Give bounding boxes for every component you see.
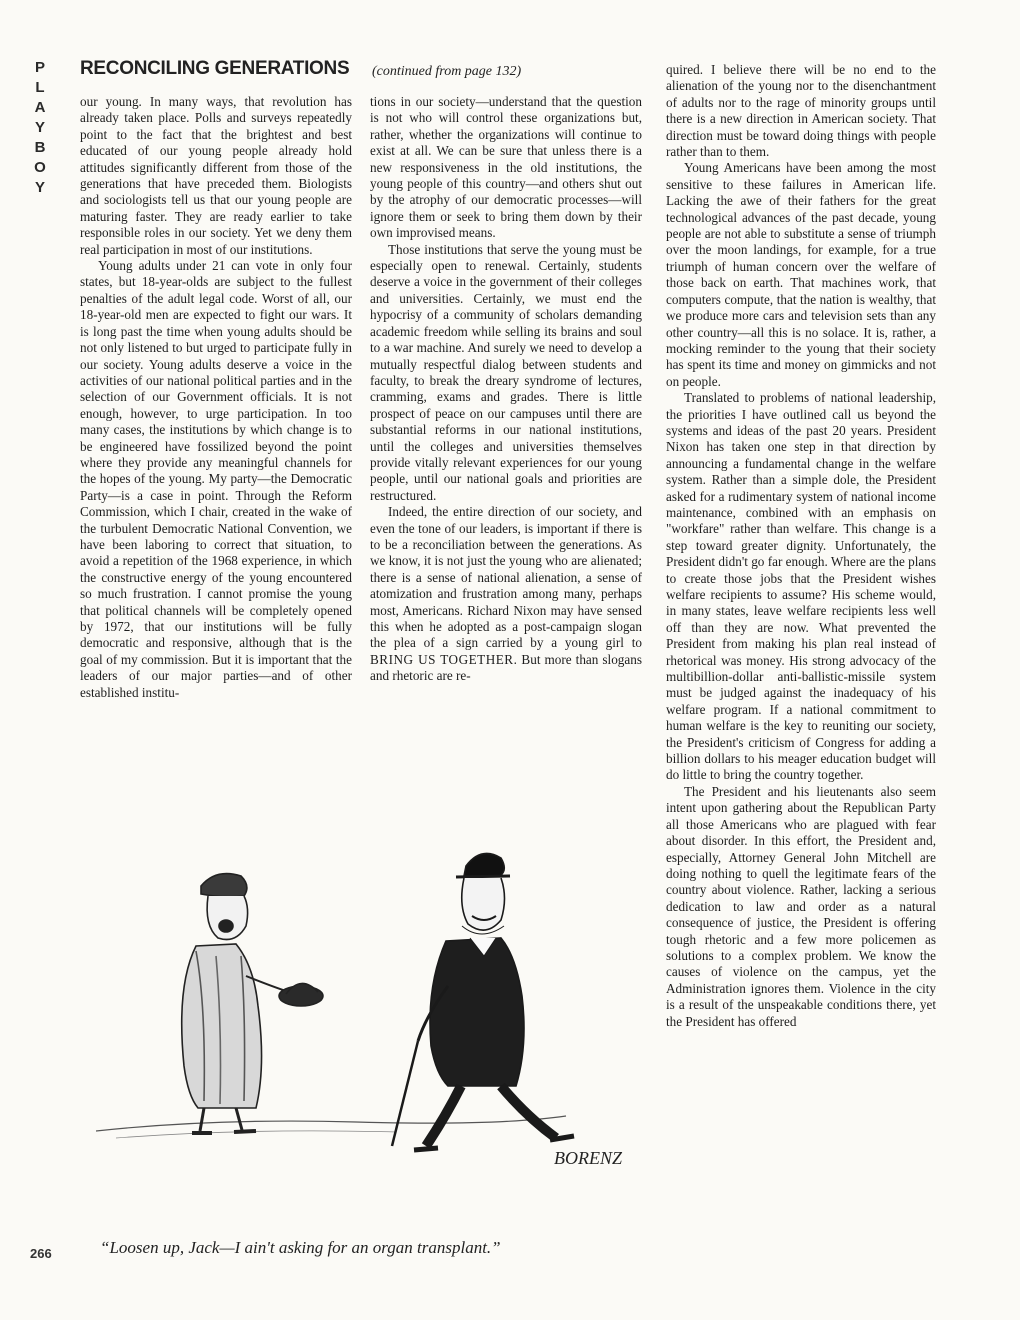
slogan-smallcaps: BRING US TOGETHER. (370, 651, 518, 667)
paragraph: The President and his lieutenants also seem intent upon gathering about the Republican Party all those Americans who are plagued with fear about disorder. In this effort, the President and, especially, Attorney General John Mitchell are doing nothing to quell the legitimate fears of the country about violence. Rather, lacking a serious dedication to law and order as a natural consequence of justice, the President is offering tough rhetoric and a few more policemen as solutions to a complex problem. We know the causes of violence on the campus, yet the Administration ignores them. Violence in the city is a result of the unspeakable conditions there, yet the President has offered (666, 783, 936, 1029)
paragraph: Those institutions that serve the young must be especially open to renewal. Certainly, students deserve a voice in the government of their colleges and universities. Certainly, we must end the hypocrisy of a community of scholars demanding academic freedom while selling its brains and soul to a war machine. And surely we need to develop a mutually respectful dialog between students and faculty, to break the dreary syndrome of lectures, cramming, exams and grades. There is little prospect of peace on our campuses until there are substantial reforms in our national institutions, until the colleges and universities themselves provide vitally relevant experiences for our young people, until our national goals and priorities are restructured. (370, 241, 642, 503)
paragraph: tions in our society—understand that the question is not who will control these organizations but, rather, whether the organizations will continue to exist at all. We can be sure that unless there is a new responsiveness in the old institutions, the young people of this country—and others shut out by the atrophy of our democratic processes—will ignore them or seek to bring them down by their own improvised means. (370, 94, 642, 241)
artist-signature: BORENZ (554, 1148, 623, 1168)
beggar-figure (182, 874, 323, 1133)
paragraph (370, 504, 642, 684)
masthead-letter: A (34, 99, 46, 116)
masthead-letter: Y (34, 179, 45, 196)
paragraph-tail: But more than slogans and rhetoric are re- (370, 651, 642, 684)
continued-note: (continued from page 132) (372, 64, 522, 79)
cartoon-caption: “Loosen up, Jack—I ain't asking for an organ transplant.” (100, 1238, 501, 1257)
gentleman-figure (392, 854, 574, 1151)
column-2 (370, 94, 642, 834)
column-3 (666, 62, 936, 1272)
paragraph: Young Americans have been among the most sensitive to these failures in American life. Lacking the awe of their fathers for the great technological advances of the past decade, young people are not able to substitute a sense of triumph over the moon landings, for example, for a true triumph of human concern over the welfare of those back on earth. That machines work, that computers compute, that the nation is wealthy, that we produce more cars and television sets than any other country—all this is no solace. It is, rather, a mocking reminder to the young that their society has spent its time and money on gimmicks and not on people. (666, 160, 936, 389)
column-1 (80, 94, 352, 834)
masthead-vertical (30, 58, 50, 198)
masthead-letter: P (34, 59, 45, 76)
paragraph: quired. I believe there will be no end to the alienation of the young nor to the disenchantment of adults nor to the rage of minority groups until there is a new direction in American society. That direction must be toward doing things with people rather than to them. (666, 62, 936, 160)
masthead-letter: O (34, 159, 46, 176)
paragraph-text: Indeed, the entire direction of our society, and even the tone of our leaders, is important if there is to be a reconciliation between the generations. As we know, it is not just the young who are alienated; there is a sense of national alienation, a sense of atomization and frustration among many, perhaps most, Americans. Richard Nixon may have sensed this when he adopted as a post-campaign slogan the plea of a sign carried by a young girl to (370, 504, 642, 651)
page-number: 266 (30, 1246, 52, 1261)
paragraph: Translated to problems of national leadership, the priorities I have outlined call us beyond the systems and ideas of the past 20 years. President Nixon has taken one step in that direction by announcing a fundamental change in the welfare system. Rather than a simple dole, the President asked for a rudimentary system of national income maintenance, combined with an emphasis on "workfare" rather than welfare. This change is a step toward greater dignity. Unfortunately, the President didn't go far enough. Where are the plans to create those jobs that the President wishes welfare recipients to assume? His scheme would, in many states, leave welfare recipients less well off than they are now. What prevented the President from making his plan real instead of rhetorical was money. His strong advocacy of the multibillion-dollar anti-ballistic-missile system must be judged against the inadequacy of his welfare program. If a national commitment to human welfare is the key to reuniting our society, the President's criticism of Congress for adding a billion dollars to his meager education budget will do little to bring the country together. (666, 390, 936, 783)
article-headline: RECONCILING GENERATIONS (80, 58, 350, 79)
paragraph: our young. In many ways, that revolution has already taken place. Polls and surveys repeatedly point to the fact that the brightest and best educated of our young people already hold attitudes significantly different from those of the generations that have preceded them. Biologists and sociologists tell us that our young people are maturing faster. They are ready earlier to take responsible roles in our society. Yet we deny them real participation in most of our institutions. (80, 94, 352, 257)
cartoon-illustration (96, 846, 636, 1226)
masthead-letter: Y (34, 119, 45, 136)
masthead-letter: B (34, 139, 46, 156)
paragraph: Young adults under 21 can vote in only four states, but 18-year-olds are subject to the fullest penalties of the adult legal code. Worst of all, our 18-year-old men are expected to fight our wars. It is long past the time when young adults should be not only listened to but urged to participate fully in our society. Young adults deserve a voice in the activities of our national political parties and in the selection of our Government officials. It is not enough, however, to urge participation. In too many cases, the institutions by which change is to be engineered have fossilized beyond the point where they provide any meaningful channels for the hopes of the young. My party—the Democratic Party—is a case in point. Through the Reform Commission, which I chair, created in the wake of the turbulent Democratic National Convention, we have been laboring to correct that situation, to avoid a repetition of the 1968 experience, in which the constructive energy of the young encountered so much frustration. I cannot promise the young that political channels will be completely opened by 1972, that our institutions will be fully democratic and responsive, although that is the goal of my commission. But it is important that the leaders of our major parties—and of other established institu- (80, 258, 352, 700)
masthead-letter: L (35, 79, 45, 96)
